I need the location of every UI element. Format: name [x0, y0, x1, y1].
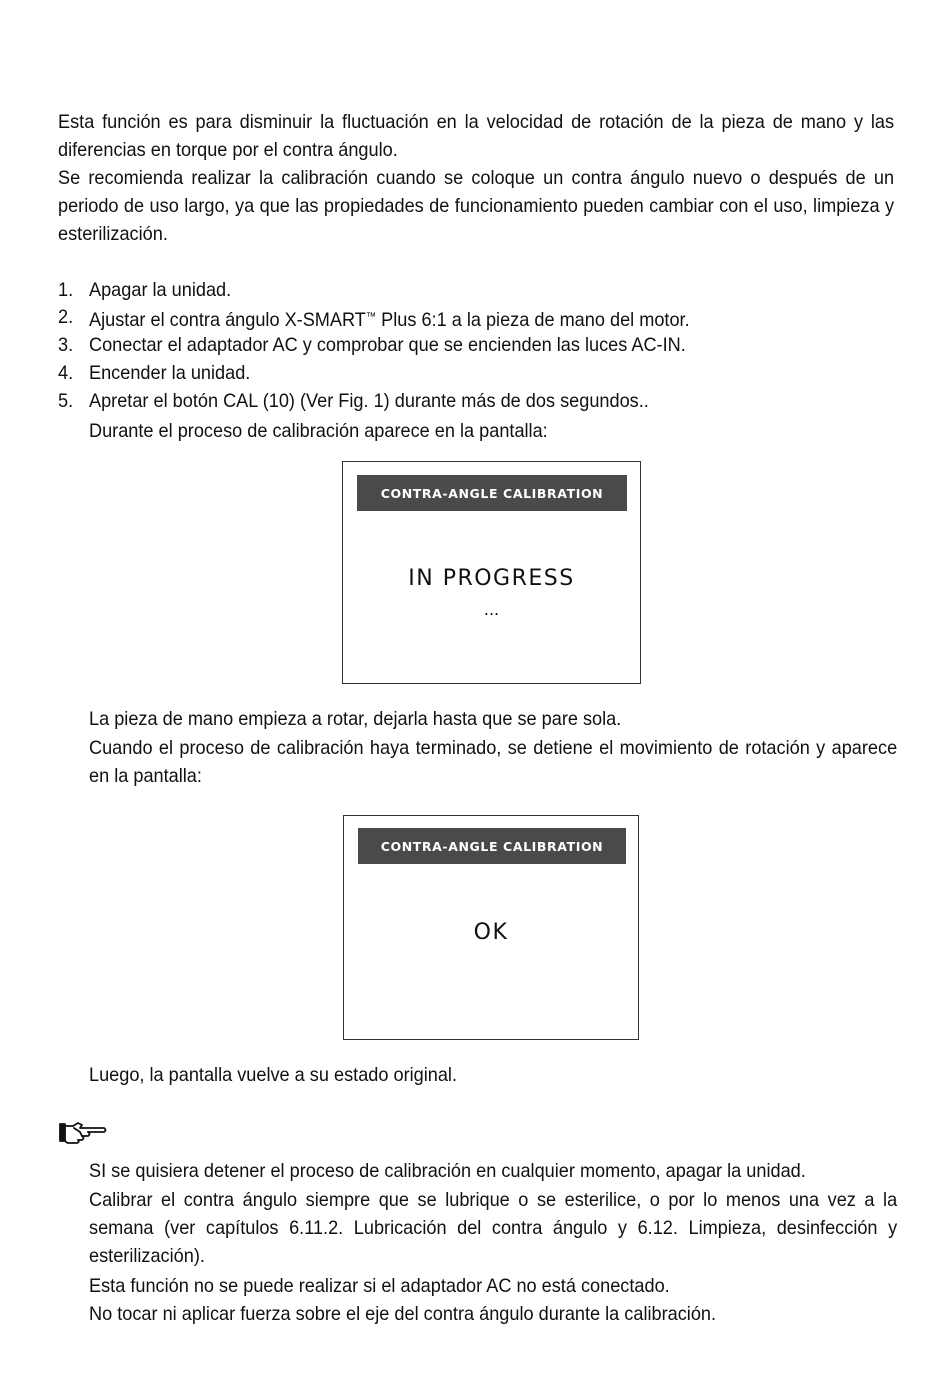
calibration-screen-ok — [343, 815, 639, 1040]
note-calibrate-regularly: Calibrar el contra ángulo siempre que se lubrique o se esterilice, o por lo menos una vez a la semana (ver capítulos 6.11.2. Lubricación del contra ángulo y 6.12. Limpieza, desinfección y esterilización). — [89, 1189, 898, 1267]
during-calibration-text: Durante el proceso de calibración aparece en la pantalla: — [89, 420, 548, 442]
step-text: Apretar el botón CAL (10) (Ver Fig. 1) durante más de dos segundos.. — [89, 390, 649, 412]
calibration-screen-in-progress — [342, 461, 641, 684]
step-text: Apagar la unidad. — [89, 279, 232, 301]
step-text-after: Plus 6:1 a la pieza de mano del motor. — [376, 309, 690, 331]
step-text — [89, 303, 690, 334]
step-text-before: Ajustar el contra ángulo X-SMART — [89, 309, 366, 331]
step-number: 5. — [58, 390, 74, 412]
step-number: 2. — [58, 306, 74, 328]
intro-paragraph-2: Se recomienda realizar la calibración cuando se coloque un contra ángulo nuevo o después de un periodo de uso largo, ya que las propiedades de funcionamiento pueden cambiar con el uso, limpieza y esterilización. — [58, 167, 895, 245]
trademark-symbol: ™ — [365, 311, 377, 323]
calibration-finished-text: Cuando el proceso de calibración haya terminado, se detiene el movimiento de rotación y aparece en la pantalla: — [89, 737, 898, 787]
intro-paragraph-1: Esta función es para disminuir la fluctuación en la velocidad de rotación de la pieza de mano y las diferencias en torque por el contra ángulo. — [58, 111, 895, 161]
screen-header: CONTRA-ANGLE CALIBRATION — [357, 475, 627, 511]
screen-status-text: OK — [473, 920, 509, 945]
note-no-touch: No tocar ni aplicar fuerza sobre el eje del contra ángulo durante la calibración. — [89, 1303, 717, 1325]
note-stop-calibration: SI se quisiera detener el proceso de calibración en cualquier momento, apagar la unidad. — [89, 1160, 806, 1182]
rotation-text: La pieza de mano empieza a rotar, dejarla hasta que se pare sola. — [89, 708, 622, 730]
step-text: Conectar el adaptador AC y comprobar que se encienden las luces AC-IN. — [89, 334, 686, 356]
note-ac-adapter: Esta función no se puede realizar si el adaptador AC no está conectado. — [89, 1275, 670, 1297]
step-number: 4. — [58, 362, 74, 384]
screen-returns-text: Luego, la pantalla vuelve a su estado original. — [89, 1064, 458, 1086]
pointing-hand-icon — [58, 1120, 108, 1146]
step-number: 3. — [58, 334, 74, 356]
screen-header: CONTRA-ANGLE CALIBRATION — [358, 828, 626, 864]
screen-progress-dots: ... — [483, 600, 500, 619]
step-number: 1. — [58, 279, 74, 301]
screen-status-text: IN PROGRESS — [408, 566, 575, 591]
step-text: Encender la unidad. — [89, 362, 251, 384]
